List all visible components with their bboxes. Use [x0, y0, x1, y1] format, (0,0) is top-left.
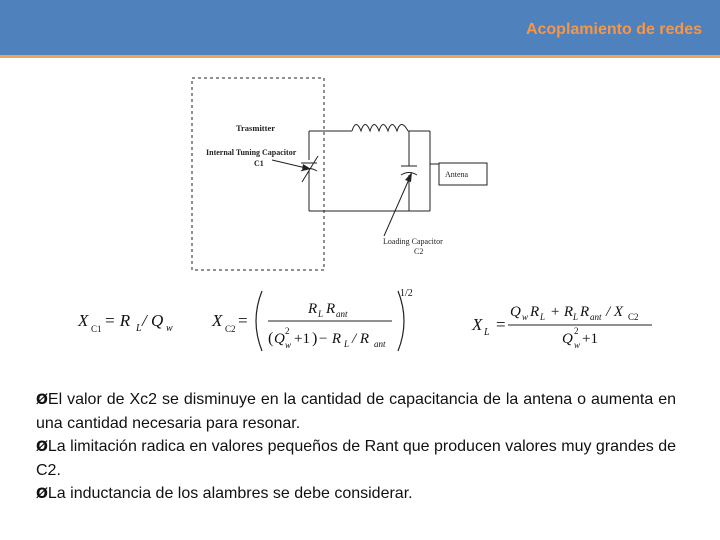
svg-text:w: w: [522, 312, 529, 322]
svg-text:X: X: [78, 311, 89, 330]
internal-capacitor-c1: C1: [254, 159, 264, 168]
svg-text:w: w: [285, 340, 292, 350]
svg-text:Q: Q: [274, 331, 285, 347]
circuit-wires: [272, 125, 439, 237]
svg-text:=: =: [496, 315, 506, 334]
svg-text:Q: Q: [510, 304, 521, 320]
svg-text:/ Q: / Q: [142, 311, 164, 330]
bullet-text: La limitación radica en valores pequeños de Rant que producen valores muy grandes de C2.: [36, 438, 676, 479]
svg-text:R: R: [326, 301, 336, 317]
svg-text:C2: C2: [628, 312, 639, 322]
bullet-text: La inductancia de los alambres se debe considerar.: [47, 485, 413, 502]
svg-text:R: R: [580, 304, 590, 320]
internal-capacitor-label: Internal Tuning Capacitor: [206, 148, 297, 157]
c2-arrow-head: [405, 172, 412, 182]
svg-text:R: R: [308, 301, 318, 317]
equation-xl: [471, 304, 652, 350]
svg-text:w: w: [574, 340, 581, 350]
bullet-item: [36, 388, 676, 435]
svg-text:+ R: + R: [550, 304, 574, 320]
equation-xc2: [211, 288, 413, 351]
svg-text:− R: − R: [318, 331, 342, 347]
transmitter-label: Trasmitter: [236, 123, 276, 133]
svg-text:/ X: / X: [606, 304, 624, 320]
bullet-arrow-icon: Ø: [36, 486, 48, 502]
bullet-arrow-icon: Ø: [36, 392, 48, 408]
equation-xc1: [77, 311, 173, 334]
bullet-item: [36, 435, 676, 482]
loading-capacitor-c2: C2: [414, 247, 424, 256]
bullet-list: [36, 388, 676, 506]
svg-text:L: L: [573, 312, 579, 322]
svg-text:/ R: / R: [352, 331, 370, 347]
svg-text:L: L: [540, 312, 546, 322]
svg-text:+1: +1: [582, 331, 598, 347]
svg-text:Q: Q: [562, 331, 573, 347]
svg-text:): ): [312, 330, 318, 347]
svg-text:1/2: 1/2: [400, 288, 413, 299]
loading-capacitor-label: Loading Capacitor: [383, 237, 443, 246]
slide-title: Acoplamiento de redes: [525, 21, 702, 38]
svg-text:X: X: [472, 315, 483, 334]
svg-text:L: L: [136, 323, 142, 334]
svg-text:(: (: [268, 330, 274, 347]
svg-text:X: X: [212, 311, 223, 330]
bullet-text: El valor de Xc2 se disminuye en la cantidad de capacitancia de la antena o aumenta en una cantidad necesaria para resonar.: [36, 391, 676, 432]
svg-text:L: L: [344, 339, 350, 349]
svg-text:ant: ant: [590, 312, 602, 322]
svg-text:2: 2: [574, 326, 579, 336]
svg-text:= R: = R: [104, 311, 131, 330]
svg-text:L: L: [318, 309, 324, 319]
bullet-arrow-icon: Ø: [36, 439, 48, 455]
svg-text:ant: ant: [374, 339, 386, 349]
svg-text:L: L: [484, 327, 490, 338]
svg-text:+1: +1: [294, 331, 310, 347]
svg-text:2: 2: [285, 326, 290, 336]
svg-text:w: w: [166, 323, 173, 334]
svg-text:R: R: [530, 304, 540, 320]
svg-text:C1: C1: [91, 324, 102, 334]
antenna-label: Antena: [445, 170, 469, 179]
transmitter-box: [192, 78, 324, 270]
bullet-item: [36, 482, 676, 506]
svg-text:C2: C2: [225, 324, 236, 334]
svg-text:ant: ant: [336, 309, 348, 319]
svg-text:=: =: [238, 311, 248, 330]
